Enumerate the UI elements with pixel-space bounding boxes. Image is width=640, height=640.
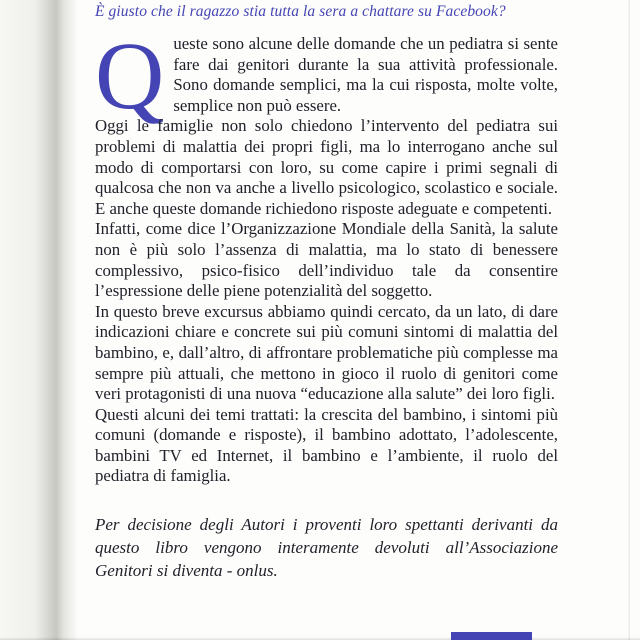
lead-paragraph-text: ueste sono alcune delle domande che un pediatra si sente fare dai genitori durante la sua attività professionale. Sono domande semplici, ma la cui risposta, molte volte, semplice non può essere.: [173, 34, 558, 115]
body-text: [95, 22, 558, 487]
paragraph: Infatti, come dice l’Organizzazione Mondiale della Sanità, la salute non è più solo l’assenza di malattia, ma lo stato di benessere complessivo, psico-fisico dell’individuo tale da consentire l’espressione delle piene potenzialità del soggetto.: [95, 219, 558, 301]
drop-cap: Q: [95, 22, 165, 129]
paragraph: Oggi le famiglie non solo chiedono l’intervento del pediatra sui problemi di malattia dei propri figli, ma lo interrogano anche sul modo di comportarsi con loro, su come capire i primi segnali di qualcosa che non va anche a livello psicologico, scolastico e sociale. E anche queste domande richiedono risposte adeguate e competenti.: [95, 116, 558, 218]
lead-paragraph: [95, 22, 558, 129]
page-right-edge: [628, 0, 630, 640]
paragraph: In questo breve excursus abbiamo quindi cercato, da un lato, di dare indicazioni chiare e concrete sui più comuni sintomi di malattia del bambino, e, dall’altro, di affrontare problematiche più complesse ma sempre più attuali, che mettono in gioco il ruolo di genitori come veri protagonisti di una nuova “educazione alla salute” dei loro figli.: [95, 301, 558, 404]
page-edge-shadow: [0, 0, 78, 640]
donation-note: Per decisione degli Autori i proventi loro spettanti derivanti da questo libro vengono interamente devoluti all’Associazione Genitori si diventa - onlus.: [95, 515, 558, 581]
paragraph: Questi alcuni dei temi trattati: la crescita del bambino, i sintomi più comuni (domande e risposte), il bambino adottato, l’adolescente, bambini TV ed Internet, il bambino e l’ambiente, il ruolo del pediatra di famiglia.: [95, 404, 558, 486]
page-text-block: [95, 2, 558, 583]
partially-visible-blue-box: [451, 632, 532, 640]
chapter-question-heading: È giusto che il ragazzo stia tutta la sera a chattare su Facebook?: [95, 3, 506, 20]
